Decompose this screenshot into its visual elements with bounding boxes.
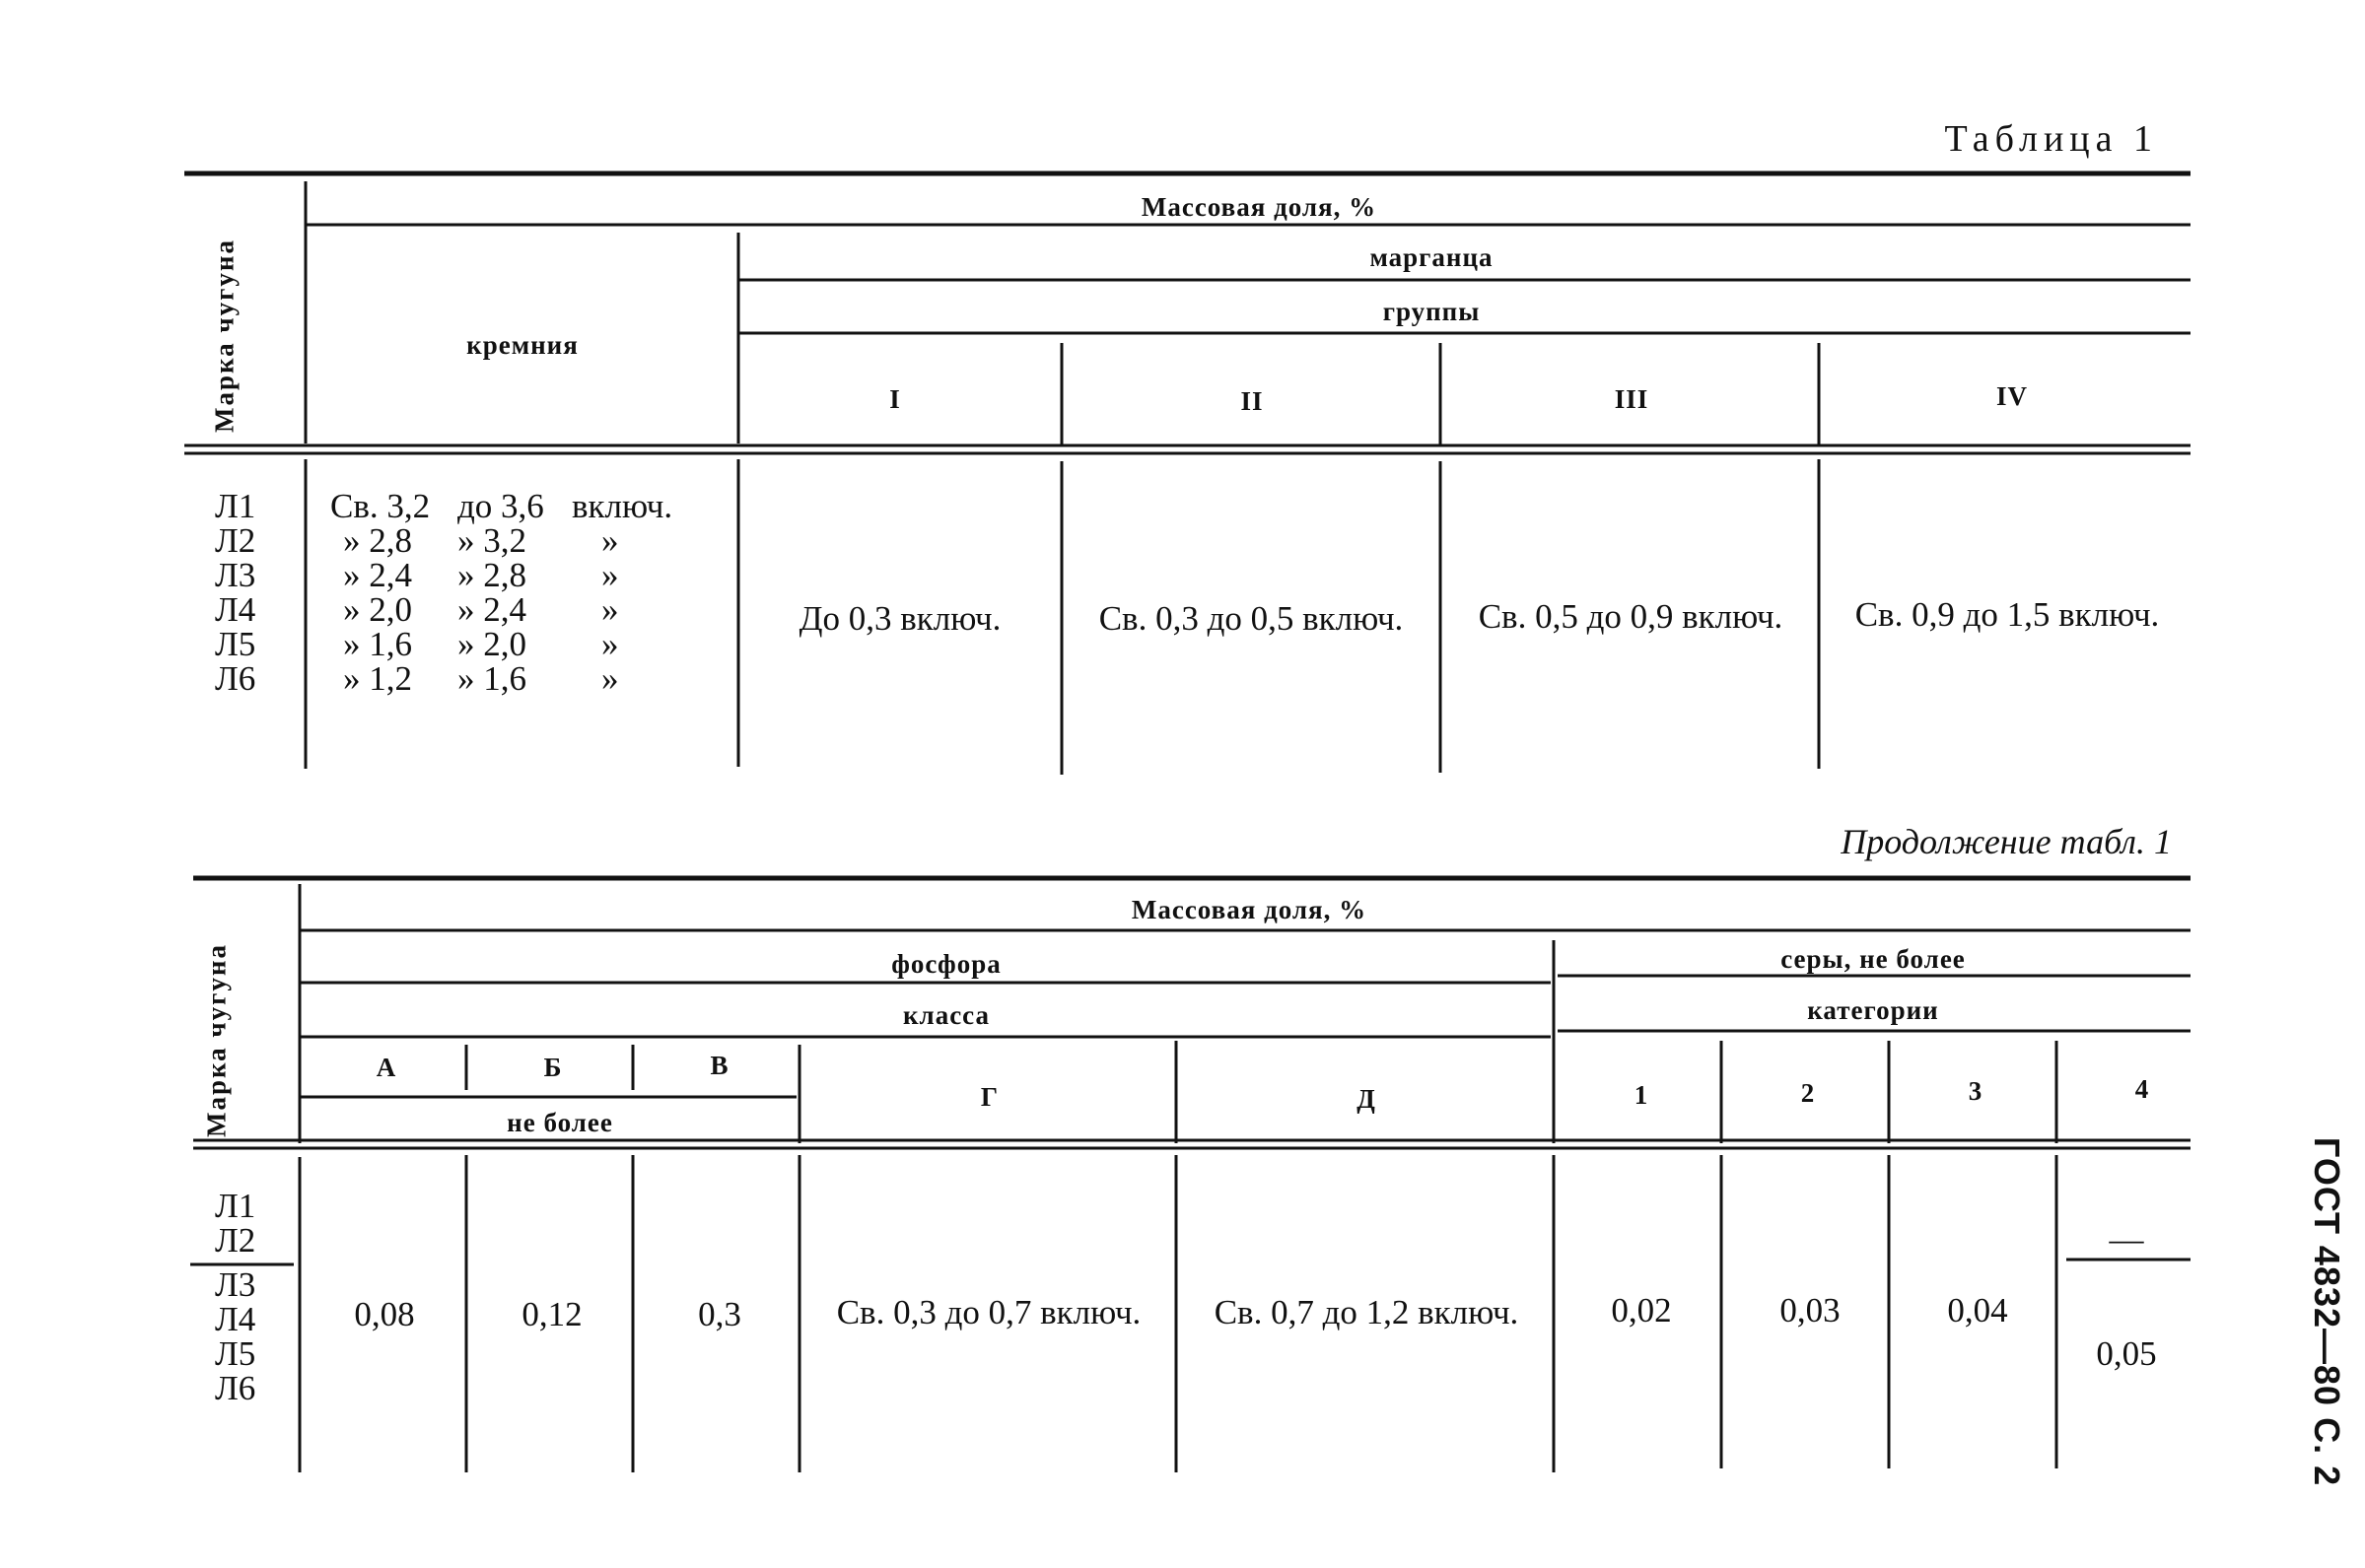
header-group-1: I bbox=[889, 384, 901, 414]
header-categories: категории bbox=[1807, 995, 1939, 1025]
header-class-b: Б bbox=[543, 1053, 563, 1082]
header-category-3: 3 bbox=[1968, 1076, 1983, 1106]
header-manganese: марганца bbox=[1369, 242, 1494, 272]
phosphorus-class-a-value: 0,08 bbox=[354, 1295, 415, 1333]
manganese-group-1-value: До 0,3 включ. bbox=[799, 599, 1002, 638]
silicon-to: до 3,6 bbox=[457, 487, 544, 525]
header-group-2: II bbox=[1240, 386, 1264, 416]
phosphorus-class-v-value: 0,3 bbox=[698, 1295, 741, 1333]
column-header-brand: Марка чугуна bbox=[201, 943, 232, 1137]
brand-row: Л5 bbox=[215, 1334, 256, 1373]
brand-row: Л2 bbox=[215, 1221, 256, 1260]
header-silicon: кремния bbox=[466, 330, 579, 360]
brand-row: Л4 bbox=[215, 590, 256, 629]
brand-row: Л1 bbox=[215, 487, 256, 525]
phosphorus-class-d-value: Св. 0,7 до 1,2 включ. bbox=[1214, 1293, 1519, 1331]
phosphorus-class-b-value: 0,12 bbox=[522, 1295, 583, 1333]
header-category-2: 2 bbox=[1800, 1078, 1816, 1108]
header-category-4: 4 bbox=[2134, 1074, 2150, 1104]
silicon-to: » 2,4 bbox=[457, 590, 526, 629]
brand-row: Л4 bbox=[215, 1300, 256, 1338]
header-phosphorus: фосфора bbox=[891, 949, 1002, 979]
header-not-more: не более bbox=[507, 1108, 613, 1137]
sulfur-category-4-dash: — bbox=[2109, 1220, 2144, 1259]
header-class-v: В bbox=[710, 1051, 730, 1080]
continuation-title: Продолжение табл. 1 bbox=[1841, 822, 2172, 861]
brand-row: Л5 bbox=[215, 625, 256, 663]
header-sulfur: серы, не более bbox=[1780, 944, 1966, 974]
header-group-3: III bbox=[1614, 384, 1649, 414]
sulfur-category-2-value: 0,03 bbox=[1779, 1291, 1841, 1329]
silicon-incl: » bbox=[601, 556, 619, 594]
silicon-to: » 3,2 bbox=[457, 521, 526, 560]
manganese-group-3-value: Св. 0,5 до 0,9 включ. bbox=[1478, 597, 1783, 636]
header-class-d: Д bbox=[1356, 1084, 1376, 1114]
silicon-to: » 2,8 bbox=[457, 556, 526, 594]
brand-row: Л6 bbox=[215, 659, 256, 698]
standard-page-label: ГОСТ 4832—80 С. 2 bbox=[2307, 1136, 2347, 1487]
brand-row: Л2 bbox=[215, 521, 256, 560]
silicon-from: » 2,0 bbox=[343, 590, 412, 629]
silicon-from: » 2,8 bbox=[343, 521, 412, 560]
silicon-from: » 1,6 bbox=[343, 625, 412, 663]
header-group-4: IV bbox=[1995, 381, 2029, 411]
silicon-incl: » bbox=[601, 625, 619, 663]
silicon-from: Св. 3,2 bbox=[330, 487, 431, 525]
silicon-incl: » bbox=[601, 521, 619, 560]
silicon-to: » 1,6 bbox=[457, 659, 526, 698]
header-class-a: А bbox=[376, 1053, 397, 1082]
sulfur-category-3-value: 0,04 bbox=[1947, 1291, 2008, 1329]
sulfur-category-1-value: 0,02 bbox=[1611, 1291, 1672, 1329]
header-category-1: 1 bbox=[1634, 1080, 1649, 1110]
column-header-brand: Марка чугуна bbox=[209, 239, 240, 433]
header-mass-fraction: Массовая доля, % bbox=[1141, 192, 1377, 222]
header-groups: группы bbox=[1382, 297, 1481, 326]
silicon-incl: » bbox=[601, 659, 619, 698]
manganese-group-2-value: Св. 0,3 до 0,5 включ. bbox=[1098, 599, 1404, 638]
silicon-to: » 2,0 bbox=[457, 625, 526, 663]
header-mass-fraction: Массовая доля, % bbox=[1131, 895, 1367, 924]
brand-row: Л3 bbox=[215, 1265, 256, 1304]
header-classes: класса bbox=[902, 1000, 991, 1030]
silicon-from: » 2,4 bbox=[343, 556, 412, 594]
table-title: Таблица 1 bbox=[1944, 118, 2158, 160]
manganese-group-4-value: Св. 0,9 до 1,5 включ. bbox=[1854, 595, 2160, 634]
silicon-incl: » bbox=[601, 590, 619, 629]
sulfur-category-4-value: 0,05 bbox=[2096, 1334, 2157, 1373]
header-class-g: Г bbox=[980, 1082, 1000, 1112]
silicon-incl: включ. bbox=[572, 487, 673, 525]
brand-row: Л6 bbox=[215, 1369, 256, 1407]
brand-row: Л3 bbox=[215, 556, 256, 594]
phosphorus-class-g-value: Св. 0,3 до 0,7 включ. bbox=[836, 1293, 1142, 1331]
silicon-from: » 1,2 bbox=[343, 659, 412, 698]
brand-row: Л1 bbox=[215, 1187, 256, 1225]
